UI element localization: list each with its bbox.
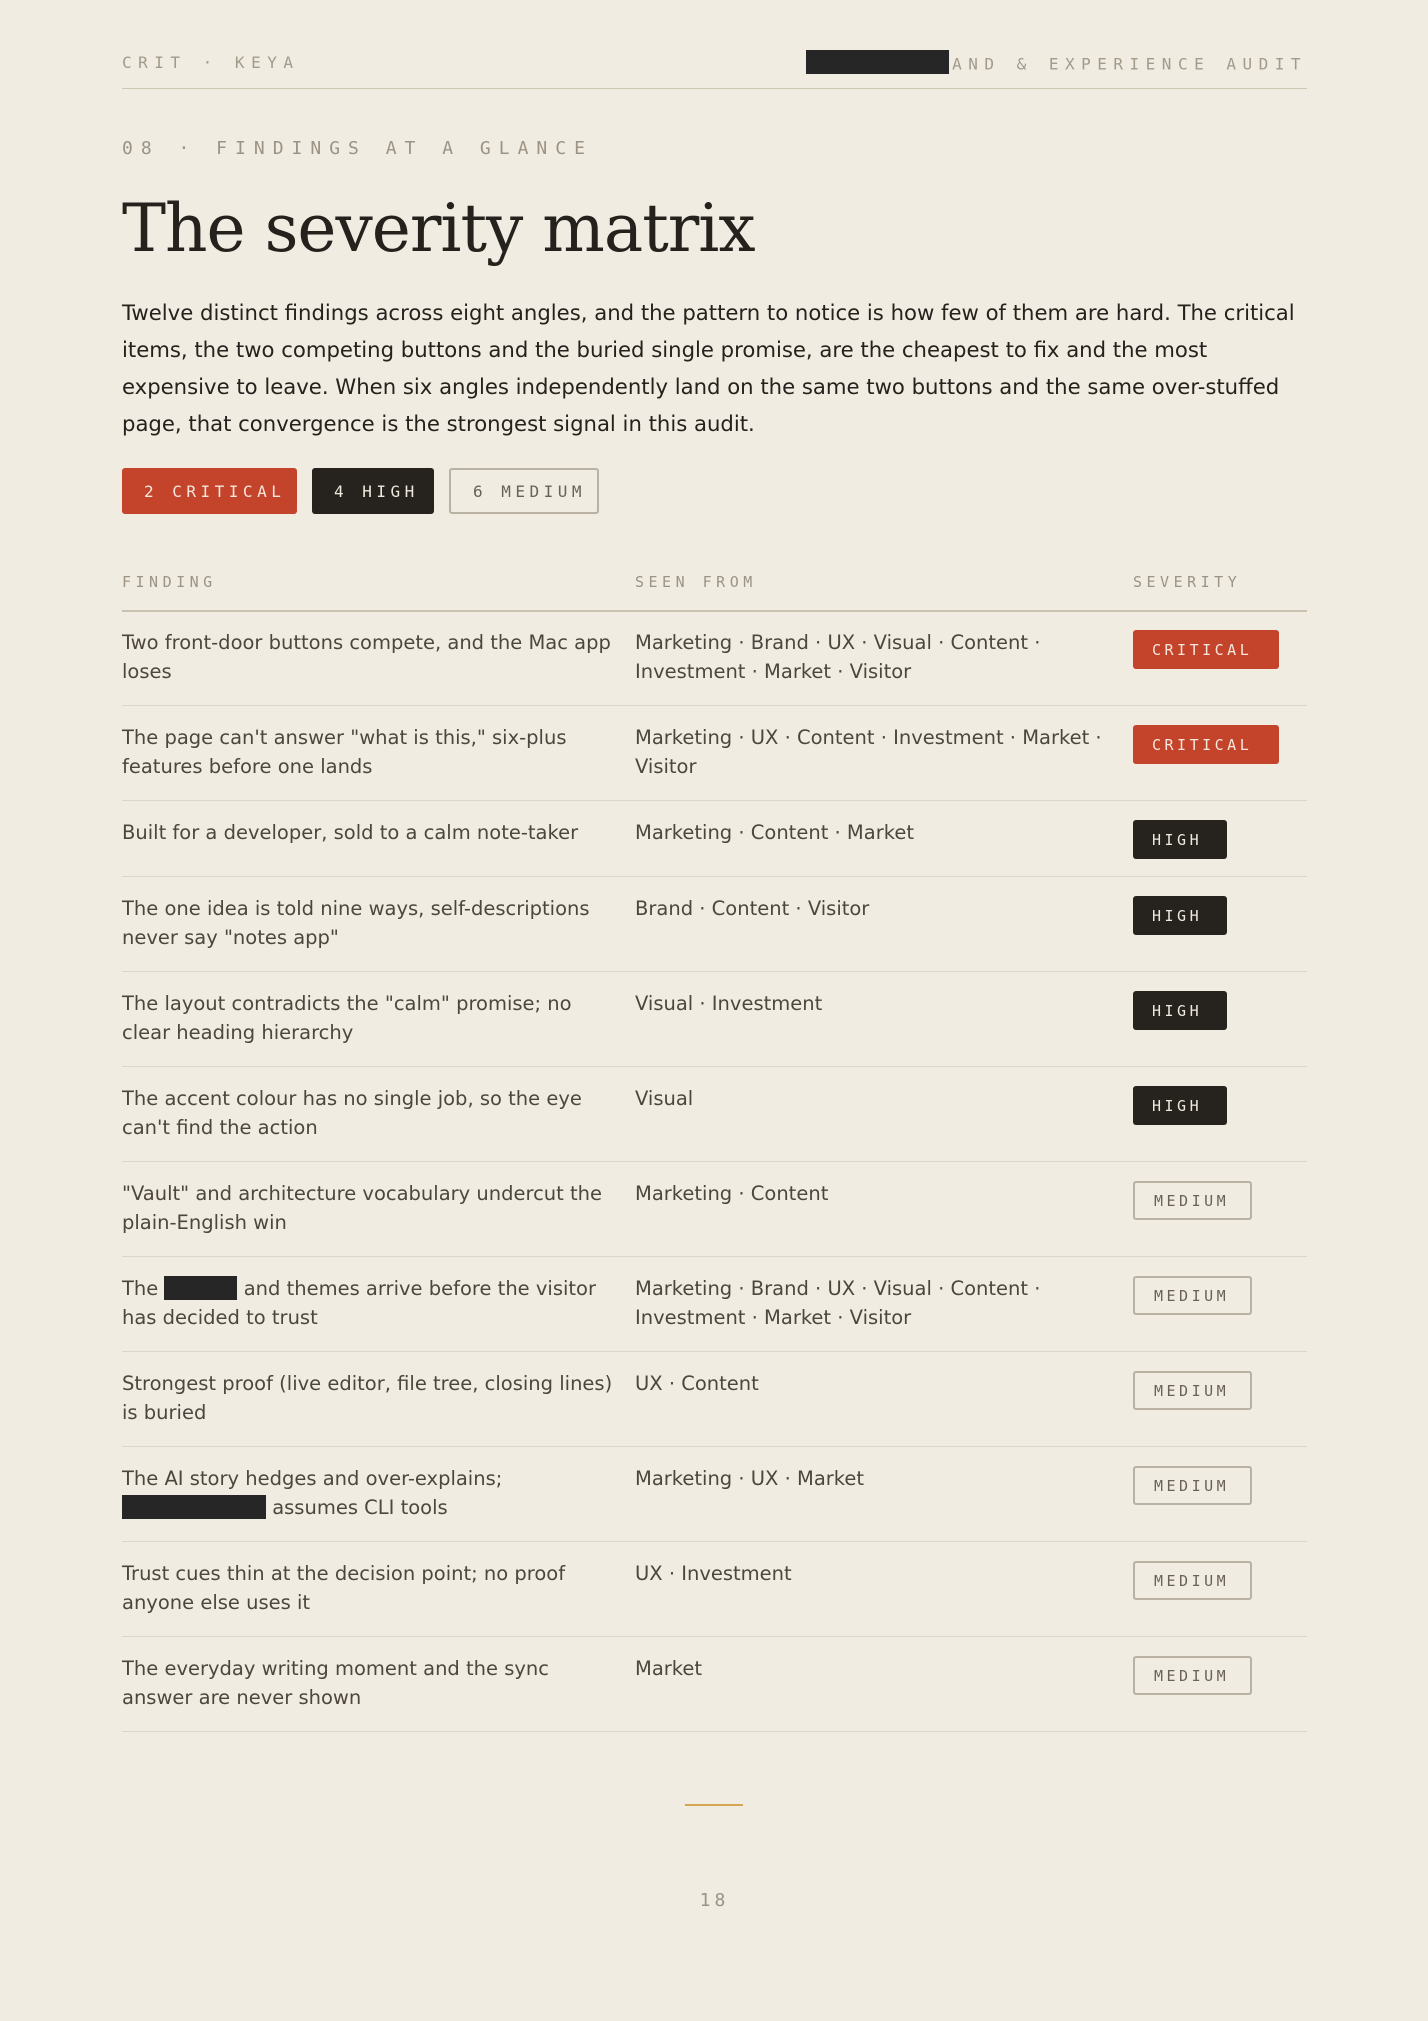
redacted-block [806,50,949,74]
severity-badge: HIGH [1133,820,1227,859]
finding-text-end: and themes arrive before the visitor has decided to trust [122,1277,597,1329]
finding-cell: "Vault" and architecture vocabulary undercut the plain-English win [122,1182,603,1234]
seen-from-cell: Brand · Content · Visitor [635,897,870,920]
seen-from-cell: Marketing · UX · Content · Investment · Market · Visitor [635,726,1102,778]
finding-cell: Built for a developer, sold to a calm note-taker [122,821,579,844]
finding-text-end: assumes CLI tools [272,1496,448,1519]
severity-badge: HIGH [1133,896,1227,935]
finding-cell [122,1274,622,1332]
seen-from-cell: Visual [635,1087,694,1110]
findings-table [122,611,1307,1732]
redacted-block [164,1276,237,1300]
finding-cell: Trust cues thin at the decision point; no proof anyone else uses it [122,1562,566,1614]
seen-from-cell: Marketing · Content · Market [635,821,914,844]
seen-from-cell: Marketing · Brand · UX · Visual · Content · Investment · Market · Visitor [635,631,1041,683]
severity-badge: CRITICAL [1133,725,1279,764]
severity-badge: MEDIUM [1133,1466,1252,1505]
header-right-text: AND & EXPERIENCE AUDIT [952,54,1307,74]
finding-cell: The layout contradicts the "calm" promise; no clear heading hierarchy [122,992,572,1044]
seen-from-cell: Market [635,1657,703,1680]
section-eyebrow: 08 · FINDINGS AT A GLANCE [122,138,593,159]
page-number: 18 [699,1890,730,1911]
severity-badge: MEDIUM [1133,1371,1252,1410]
finding-text-start: The [122,1277,159,1300]
medium-count-pill: 6 MEDIUM [449,468,599,514]
intro-paragraph: Twelve distinct findings across eight angles, and the pattern to notice is how few of them are hard. The critical items, the two competing buttons and the buried single promise, are the cheapest to fix and the most expensive to leave. When six angles independently land on the same two buttons and the same over-stuffed page, that convergence is the strongest signal in this audit. [122,300,1295,436]
severity-badge: MEDIUM [1133,1181,1252,1220]
severity-badge: CRITICAL [1133,630,1279,669]
finding-text-start: The AI story hedges and over-explains; [122,1467,503,1490]
header-right-label [806,53,1307,77]
finding-cell: Two front-door buttons compete, and the Mac app loses [122,631,611,683]
table-row [122,1542,1307,1637]
table-row [122,706,1307,801]
redacted-block [122,1495,266,1519]
table-row [122,1067,1307,1162]
seen-from-cell: UX · Investment [635,1562,792,1585]
finding-cell: Strongest proof (live editor, file tree, closing lines) is buried [122,1372,613,1424]
seen-from-cell: Marketing · Brand · UX · Visual · Content · Investment · Market · Visitor [635,1277,1041,1329]
table-row [122,877,1307,972]
seen-from-cell: UX · Content [635,1372,759,1395]
running-header [122,50,1307,89]
finding-cell: The one idea is told nine ways, self-descriptions never say "notes app" [122,897,590,949]
seen-from-cell: Visual · Investment [635,992,823,1015]
severity-summary [122,468,599,514]
finding-cell: The accent colour has no single job, so the eye can't find the action [122,1087,582,1139]
table-row [122,1162,1307,1257]
seen-from-cell: Marketing · Content [635,1182,829,1205]
column-header-finding: FINDING [122,573,217,591]
table-row [122,611,1307,706]
severity-badge: HIGH [1133,1086,1227,1125]
table-row [122,801,1307,877]
header-left-label: CRIT · KEYA [122,53,300,72]
table-row [122,1637,1307,1732]
table-row [122,972,1307,1067]
column-header-seen-from: SEEN FROM [635,573,757,591]
seen-from-cell: Marketing · UX · Market [635,1467,865,1490]
severity-badge: MEDIUM [1133,1656,1252,1695]
severity-badge: HIGH [1133,991,1227,1030]
accent-divider [685,1804,743,1806]
critical-count-pill: 2 CRITICAL [122,468,297,514]
table-row [122,1352,1307,1447]
high-count-pill: 4 HIGH [312,468,434,514]
finding-cell [122,1464,622,1522]
finding-cell: The everyday writing moment and the sync answer are never shown [122,1657,549,1709]
finding-cell: The page can't answer "what is this," six-plus features before one lands [122,726,567,778]
table-row [122,1257,1307,1352]
severity-badge: MEDIUM [1133,1276,1252,1315]
table-header [122,560,1307,612]
severity-badge: MEDIUM [1133,1561,1252,1600]
table-row [122,1447,1307,1542]
column-header-severity: SEVERITY [1133,573,1242,591]
page-title: The severity matrix [122,190,755,267]
